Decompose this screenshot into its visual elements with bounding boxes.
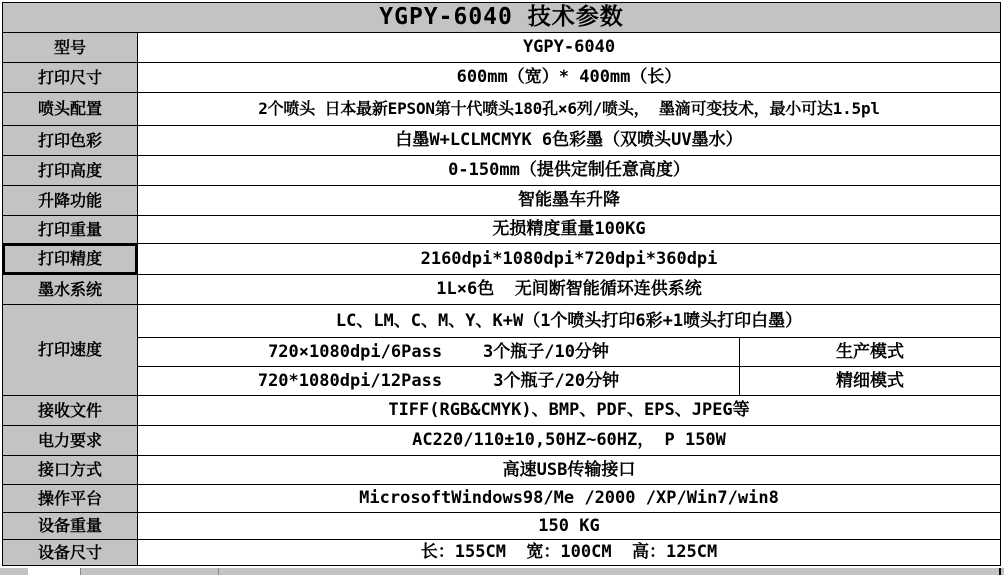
row-label[interactable]: 接口方式 (3, 456, 138, 484)
row-value[interactable]: YGPY-6040 (138, 33, 1000, 62)
table-row-operating-platform (3, 485, 1000, 513)
row-label[interactable]: 打印重量 (3, 216, 138, 243)
row-value[interactable]: 高速USB传输接口 (138, 456, 1000, 484)
table-row-accepted-files (3, 396, 1000, 426)
mode-cell[interactable]: 精细模式 (836, 370, 904, 391)
table-row-power-requirement (3, 426, 1000, 456)
row-label[interactable]: 打印色彩 (3, 126, 138, 155)
table-right-border (999, 568, 1001, 575)
selected-cell[interactable]: 打印精度 (3, 244, 138, 274)
table-row-model (3, 33, 1000, 63)
row-value[interactable]: 智能墨车升降 (138, 186, 1000, 215)
row-label[interactable]: 升降功能 (3, 186, 138, 215)
row-label[interactable]: 打印高度 (3, 156, 138, 185)
row-value[interactable]: TIFF(RGB&CMYK)、BMP、PDF、EPS、JPEG等 (138, 396, 1000, 425)
row-value[interactable]: 0-150mm（提供定制任意高度） (138, 156, 1000, 185)
speed-subrow-colors (138, 305, 1000, 338)
table-row-printhead-config (3, 93, 1000, 126)
row-label[interactable]: 接收文件 (3, 396, 138, 425)
row-label[interactable]: 墨水系统 (3, 275, 138, 304)
table-row-ink-system (3, 275, 1000, 305)
speed-subrow-production (138, 338, 1000, 367)
spec-table (2, 2, 1001, 566)
print-speed-subrows (138, 305, 1000, 395)
table-row-device-weight (3, 513, 1000, 540)
table-row-interface (3, 456, 1000, 485)
sheet-tab-strip[interactable] (0, 568, 1004, 575)
row-value[interactable]: 600mm（宽）* 400mm（长） (138, 63, 1000, 92)
table-row-print-precision (3, 244, 1000, 275)
row-value[interactable]: 2个喷头 日本最新EPSON第十代喷头180孔×6列/喷头， 墨滴可变技术，最小可达1.5pl (138, 93, 1000, 125)
row-value[interactable]: 长：155CM 宽：100CM 高：125CM (138, 540, 1000, 565)
tab-divider (218, 568, 219, 575)
table-row-print-weight (3, 216, 1000, 244)
row-label[interactable]: 设备尺寸 (3, 540, 138, 565)
table-row-lift-function (3, 186, 1000, 216)
row-label[interactable]: 打印尺寸 (3, 63, 138, 92)
row-value[interactable]: 720×1080dpi/6Pass 3个瓶子/10分钟 (138, 338, 740, 366)
row-label[interactable]: 喷头配置 (3, 93, 138, 125)
row-value[interactable]: AC220/110±10,50HZ~60HZ， P 150W (138, 426, 1000, 455)
table-row-device-size (3, 540, 1000, 565)
row-label[interactable]: 打印速度 (3, 305, 138, 395)
row-value[interactable]: 白墨W+LCLMCMYK 6色彩墨（双喷头UV墨水） (138, 126, 1000, 155)
table-row-print-size (3, 63, 1000, 93)
page-title: YGPY-6040 技术参数 (379, 4, 624, 30)
row-value[interactable]: 720*1080dpi/12Pass 3个瓶子/20分钟 (138, 367, 740, 395)
table-title-row[interactable] (3, 3, 1000, 33)
row-value[interactable]: 150 KG (138, 513, 1000, 539)
row-value[interactable]: MicrosoftWindows98/Me /2000 /XP/Win7/win8 (138, 485, 1000, 512)
row-value[interactable]: LC、LM、C、M、Y、K+W（1个喷头打印6彩+1喷头打印白墨） (335, 310, 803, 331)
speed-subrow-fine (138, 367, 1000, 395)
tab-divider (80, 568, 81, 575)
print-speed-block (3, 305, 1000, 396)
row-value[interactable]: 2160dpi*1080dpi*720dpi*360dpi (138, 244, 1000, 274)
mode-cell[interactable]: 生产模式 (836, 341, 904, 362)
row-value[interactable]: 1L×6色 无间断智能循环连供系统 (138, 275, 1000, 304)
table-row-print-height (3, 156, 1000, 186)
table-row-print-color (3, 126, 1000, 156)
row-label[interactable]: 电力要求 (3, 426, 138, 455)
row-value[interactable]: 无损精度重量100KG (138, 216, 1000, 243)
active-sheet-tab (28, 568, 80, 575)
row-label[interactable]: 型号 (3, 33, 138, 62)
row-label[interactable]: 操作平台 (3, 485, 138, 512)
row-label[interactable]: 设备重量 (3, 513, 138, 539)
